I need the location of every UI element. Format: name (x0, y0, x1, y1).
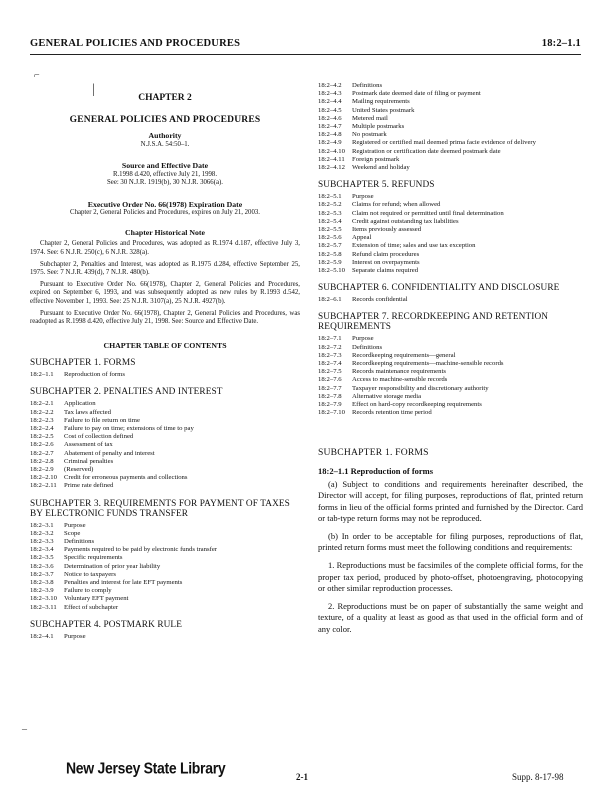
toc-section-title: Purpose (64, 521, 86, 529)
toc-entry (30, 400, 300, 408)
toc-section-title: Weekend and holiday (352, 164, 410, 172)
toc-list (318, 296, 583, 304)
toc-section-title: Mailing requirements (352, 98, 410, 106)
header-rule (30, 54, 581, 55)
toc-entry (30, 546, 300, 554)
toc-section-number: 18:2–2.4 (30, 425, 54, 433)
toc-entry (318, 115, 583, 123)
supplement-date: Supp. 8-17-98 (512, 772, 564, 782)
toc-section-number: 18:2–5.4 (318, 217, 342, 225)
toc-subchapter-4: SUBCHAPTER 4. POSTMARK RULE (30, 619, 182, 630)
toc-section-number: 18:2–3.2 (30, 529, 54, 537)
toc-list (30, 522, 300, 612)
toc-entry (30, 604, 300, 612)
toc-entry (318, 164, 583, 172)
toc-section-number: 18:2–4.4 (318, 98, 342, 106)
toc-section-title: Criminal penalties (64, 457, 114, 465)
body-paragraph: 2. Reproductions must be on paper of substantially the same weight and texture, of a quality at least as good as that used in the official form and of any color. (318, 600, 583, 635)
toc-section-number: 18:2–7.5 (318, 368, 342, 376)
toc-entry (318, 242, 583, 250)
toc-entry (30, 538, 300, 546)
toc-section-title: Registration or certification date deemed postmark date (352, 147, 501, 155)
section-heading: 18:2–1.1 Reproduction of forms (318, 466, 434, 476)
toc-section-title: Cost of collection defined (64, 433, 134, 441)
source-see: See: 30 N.J.R. 1919(b), 30 N.J.R. 3066(a). (107, 179, 223, 187)
toc-section-number: 18:2–2.7 (30, 449, 54, 457)
toc-entry (318, 139, 583, 147)
toc-subchapter-5: SUBCHAPTER 5. REFUNDS (318, 180, 435, 191)
authority-text: N.J.S.A. 54:50–1. (140, 140, 190, 148)
toc-section-title: Registered or certified mail deemed prima facie evidence of delivery (352, 139, 537, 147)
margin-mark: ⌐ (34, 70, 40, 81)
toc-section-title: Assessment of tax (64, 441, 113, 449)
toc-section-number: 18:2–5.2 (318, 201, 342, 209)
toc-entry (30, 595, 300, 603)
toc-entry (30, 587, 300, 595)
toc-section-title: Credit for erroneous payments and collections (64, 474, 188, 482)
toc-subchapter-3: SUBCHAPTER 3. REQUIREMENTS FOR PAYMENT OF TAXES BY ELECTRONIC FUNDS TRANSFER (30, 498, 290, 519)
toc-entry (318, 393, 583, 401)
toc-section-title: Purpose (352, 193, 374, 201)
toc-section-title: Determination of prior year liability (64, 562, 161, 570)
toc-section-title: Claims for refund; when allowed (352, 201, 441, 209)
toc-entry (318, 218, 583, 226)
toc-section-number: 18:2–7.2 (318, 343, 342, 351)
toc-section-title: Multiple postmarks (352, 123, 405, 131)
toc-entry (30, 633, 300, 641)
toc-section-number: 18:2–7.1 (318, 335, 342, 343)
toc-section-title: Payments required to be paid by electronic funds transfer (64, 546, 218, 554)
toc-section-title: Extension of time; sales and use tax exception (352, 242, 476, 250)
toc-entry (318, 376, 583, 384)
toc-section-title: Reproduction of forms (64, 371, 125, 379)
toc-section-number: 18:2–2.5 (30, 433, 54, 441)
toc-section-title: Items previously assessed (352, 226, 422, 234)
toc-section-number: 18:2–4.7 (318, 123, 342, 131)
toc-section-title: No postmark (352, 131, 387, 139)
toc-entry (318, 344, 583, 352)
toc-entry (30, 482, 300, 490)
toc-section-number: 18:2–3.9 (30, 587, 54, 595)
library-stamp: New Jersey State Library (66, 759, 226, 777)
toc-section-title: Interest on overpayments (352, 258, 420, 266)
toc-section-title: Specific requirements (64, 554, 123, 562)
toc-list (30, 633, 300, 641)
toc-entry (318, 82, 583, 90)
toc-entry (318, 90, 583, 98)
toc-section-title: Effect on hard-copy recordkeeping requirements (352, 401, 482, 409)
toc-entry (30, 571, 300, 579)
toc-entry (30, 466, 300, 474)
toc-section-title: Penalties and interest for late EFT payments (64, 579, 183, 587)
authority-heading: Authority (148, 131, 182, 140)
toc-section-title: Voluntary EFT payment (64, 595, 129, 603)
toc-section-title: Postmark date deemed date of filing or payment (352, 90, 481, 98)
toc-entry (30, 530, 300, 538)
toc-section-number: 18:2–3.7 (30, 570, 54, 578)
toc-section-title: Alternative storage media (352, 392, 422, 400)
toc-entry (30, 417, 300, 425)
left-column (30, 84, 300, 641)
toc-entry (318, 259, 583, 267)
history-paragraph: Pursuant to Executive Order No. 66(1978), Chapter 2, General Policies and Procedures, was readopted as R.1998 d.420, effective July 21, 1998. See: Source and Effective Date. (30, 309, 300, 326)
body-paragraph: 1. Reproductions must be facsimiles of the complete official forms, for the proper tax period, produced by photo-offset, photoengraving, photocopying or other similar reproduction processes. (318, 560, 583, 594)
toc-section-title: Claim not required or permitted until final determination (352, 209, 504, 217)
toc-section-number: 18:2–5.3 (318, 209, 342, 217)
eo-text: Chapter 2, General Policies and Procedures, expires on July 21, 2003. (70, 209, 260, 217)
toc-section-number: 18:2–4.12 (318, 164, 345, 172)
toc-section-number: 18:2–3.10 (30, 595, 57, 603)
toc-section-title: Notice to taxpayers (64, 570, 116, 578)
toc-entry (318, 251, 583, 259)
toc-entry (30, 409, 300, 417)
toc-section-title: Definitions (64, 538, 95, 546)
toc-subchapter-7: SUBCHAPTER 7. RECORDKEEPING AND RETENTION REQUIREMENTS (318, 312, 549, 333)
toc-section-title: Metered mail (352, 114, 388, 122)
toc-section-title: Failure to file return on time (64, 416, 140, 424)
toc-entry (30, 563, 300, 571)
toc-entry (30, 522, 300, 530)
toc-entry (318, 123, 583, 131)
toc-section-title: Definitions (352, 82, 383, 89)
toc-section-title: Abatement of penalty and interest (64, 449, 155, 457)
toc-entry (30, 433, 300, 441)
toc-entry (318, 201, 583, 209)
margin-mark: | (92, 82, 95, 97)
toc-section-title: Prime rate defined (64, 482, 114, 490)
toc-section-number: 18:2–2.2 (30, 408, 54, 416)
toc-list (30, 400, 300, 490)
toc-section-number: 18:2–4.9 (318, 139, 342, 147)
source-text: R.1998 d.420, effective July 21, 1998. (112, 170, 218, 178)
toc-subchapter-1: SUBCHAPTER 1. FORMS (30, 358, 136, 369)
toc-section-title: Records maintenance requirements (352, 368, 446, 376)
toc-section-number: 18:2–3.6 (30, 562, 54, 570)
toc-section-number: 18:2–4.10 (318, 147, 345, 155)
toc-section-title: Records retention time period (352, 409, 432, 417)
toc-section-title: Foreign postmark (352, 155, 400, 163)
toc-section-title: Records confidential (352, 296, 408, 304)
toc-subchapter-6: SUBCHAPTER 6. CONFIDENTIALITY AND DISCLOSURE (318, 283, 560, 294)
toc-section-number: 18:2–5.10 (318, 267, 345, 275)
body-paragraph: (b) In order to be acceptable for filing purposes, reproductions of flat, printed return forms must meet the following conditions and requirements: (318, 530, 583, 553)
toc-entry (30, 579, 300, 587)
toc-entry (30, 450, 300, 458)
header-title: GENERAL POLICIES AND PROCEDURES (30, 38, 241, 49)
toc-entry (318, 360, 583, 368)
toc-section-title: Recordkeeping requirements—general (352, 351, 456, 359)
toc-entry (318, 335, 583, 343)
toc-section-number: 18:2–3.1 (30, 521, 54, 529)
toc-heading: CHAPTER TABLE OF CONTENTS (103, 340, 227, 350)
margin-mark: – (22, 724, 27, 735)
toc-section-number: 18:2–2.1 (30, 400, 54, 408)
toc-entry (318, 98, 583, 106)
toc-section-number: 18:2–4.11 (318, 155, 345, 163)
toc-entry (30, 458, 300, 466)
toc-section-number: 18:2–2.11 (30, 482, 57, 490)
toc-section-title: Effect of subchapter (64, 603, 119, 611)
toc-entry (318, 385, 583, 393)
header-section: 18:2–1.1 (541, 38, 581, 49)
toc-section-number: 18:2–3.11 (30, 603, 57, 611)
history-heading: Chapter Historical Note (125, 227, 205, 237)
toc-section-number: 18:2–6.1 (318, 296, 342, 304)
toc-section-title: Appeal (352, 234, 372, 242)
toc-entry (318, 409, 583, 417)
toc-list (318, 335, 583, 417)
toc-section-number: 18:2–5.5 (318, 226, 342, 234)
body-paragraph: (a) Subject to conditions and requirements hereinafter described, the Director will accept, for filing purposes, reproductions of flat, printed return forms in lieu of the official forms printed and furnished by the Director. Card or tab-type return forms may not be reproduced. (318, 478, 583, 524)
toc-entry (30, 554, 300, 562)
toc-entry (318, 226, 583, 234)
toc-list (30, 371, 300, 379)
toc-subchapter-2: SUBCHAPTER 2. PENALTIES AND INTEREST (30, 387, 223, 398)
toc-section-title: Failure to comply (64, 587, 112, 595)
toc-section-number: 18:2–4.2 (318, 82, 342, 89)
toc-entry (318, 210, 583, 218)
body-subchapter-heading: SUBCHAPTER 1. FORMS (318, 446, 429, 458)
toc-list (318, 82, 583, 172)
toc-section-number: 18:2–4.6 (318, 114, 342, 122)
eo-heading: Executive Order No. 66(1978) Expiration Date (87, 199, 243, 209)
toc-section-title: Tax laws affected (64, 408, 111, 416)
toc-entry (318, 148, 583, 156)
toc-section-number: 18:2–4.5 (318, 106, 342, 114)
page-number: 2-1 (296, 772, 308, 782)
chapter-title: GENERAL POLICIES AND PROCEDURES (69, 114, 261, 125)
toc-section-number: 18:2–2.3 (30, 416, 54, 424)
toc-entry (318, 401, 583, 409)
toc-section-title: Access to machine-sensible records (352, 376, 448, 384)
toc-section-number: 18:2–7.10 (318, 409, 345, 417)
toc-section-number: 18:2–5.8 (318, 250, 342, 258)
toc-section-number: 18:2–7.9 (318, 401, 342, 409)
toc-section-title: Definitions (352, 343, 383, 351)
history-paragraph: Pursuant to Executive Order No. 66(1978), Chapter 2, General Policies and Procedures, expired on September 6, 1993, and was subsequently adopted as new rules by R.1993 d.542, effective November 1, 1993. See: 25 N.J.R. 3107(a), 25 N.J.R. 4927(b). (30, 280, 300, 305)
toc-entry (318, 156, 583, 164)
toc-section-number: 18:2–2.6 (30, 441, 54, 449)
toc-section-title: Failure to pay on time; extensions of time to pay (64, 425, 194, 433)
toc-entry (318, 131, 583, 139)
toc-section-number: 18:2–7.8 (318, 392, 342, 400)
toc-section-number: 18:2–2.9 (30, 466, 54, 474)
toc-section-title: Purpose (352, 335, 374, 343)
toc-section-number: 18:2–5.6 (318, 234, 342, 242)
toc-section-title: Separate claims required (352, 267, 419, 275)
history-paragraph: Subchapter 2, Penalties and Interest, was adopted as R.1975 d.284, effective September 25, 1975. See: 7 N.J.R. 439(d), 7 N.J.R. 480(b). (30, 260, 300, 277)
toc-section-number: 18:2–2.8 (30, 457, 54, 465)
toc-section-title: Credit against outstanding tax liabilities (352, 217, 459, 225)
toc-entry (30, 371, 300, 379)
toc-section-number: 18:2–7.3 (318, 351, 342, 359)
toc-section-title: (Reserved) (64, 466, 94, 474)
toc-list (318, 193, 583, 275)
toc-section-number: 18:2–4.8 (318, 131, 342, 139)
toc-entry (30, 425, 300, 433)
toc-entry (30, 441, 300, 449)
toc-section-title: Scope (64, 529, 81, 537)
toc-entry (318, 368, 583, 376)
toc-entry (318, 193, 583, 201)
toc-entry (318, 107, 583, 115)
toc-section-title: Refund claim procedures (352, 250, 420, 258)
toc-section-title: Purpose (64, 632, 86, 640)
toc-section-title: United States postmark (352, 106, 415, 114)
toc-entry (318, 234, 583, 242)
history-paragraph: Chapter 2, General Policies and Procedures, was adopted as R.1974 d.187, effective July 3, 1974. See: 6 N.J.R. 250(c), 6 N.J.R. 328(a). (30, 240, 300, 256)
toc-section-title: Taxpayer responsibility and discretionary authority (352, 384, 489, 392)
toc-section-title: Recordkeeping requirements—machine-sensible records (352, 360, 504, 368)
right-column (318, 82, 583, 636)
toc-section-title: Application (64, 400, 96, 408)
toc-section-number: 18:2–5.1 (318, 193, 342, 201)
toc-section-number: 18:2–3.4 (30, 546, 54, 554)
toc-entry (318, 352, 583, 360)
toc-entry (30, 474, 300, 482)
toc-section-number: 18:2–3.8 (30, 579, 54, 587)
toc-section-number: 18:2–2.10 (30, 474, 57, 482)
toc-entry (318, 296, 583, 304)
toc-section-number: 18:2–5.7 (318, 242, 342, 250)
toc-entry (318, 267, 583, 275)
toc-section-number: 18:2–4.3 (318, 90, 342, 98)
toc-section-number: 18:2–5.9 (318, 258, 342, 266)
toc-section-number: 18:2–3.5 (30, 554, 54, 562)
toc-section-number: 18:2–7.6 (318, 376, 342, 384)
toc-section-number: 18:2–7.7 (318, 384, 342, 392)
source-heading: Source and Effective Date (121, 161, 209, 171)
toc-section-number: 18:2–1.1 (30, 371, 54, 379)
chapter-label: CHAPTER 2 (138, 93, 192, 103)
toc-section-number: 18:2–7.4 (318, 360, 342, 368)
toc-section-number: 18:2–3.3 (30, 538, 54, 546)
toc-section-number: 18:2–4.1 (30, 632, 54, 640)
